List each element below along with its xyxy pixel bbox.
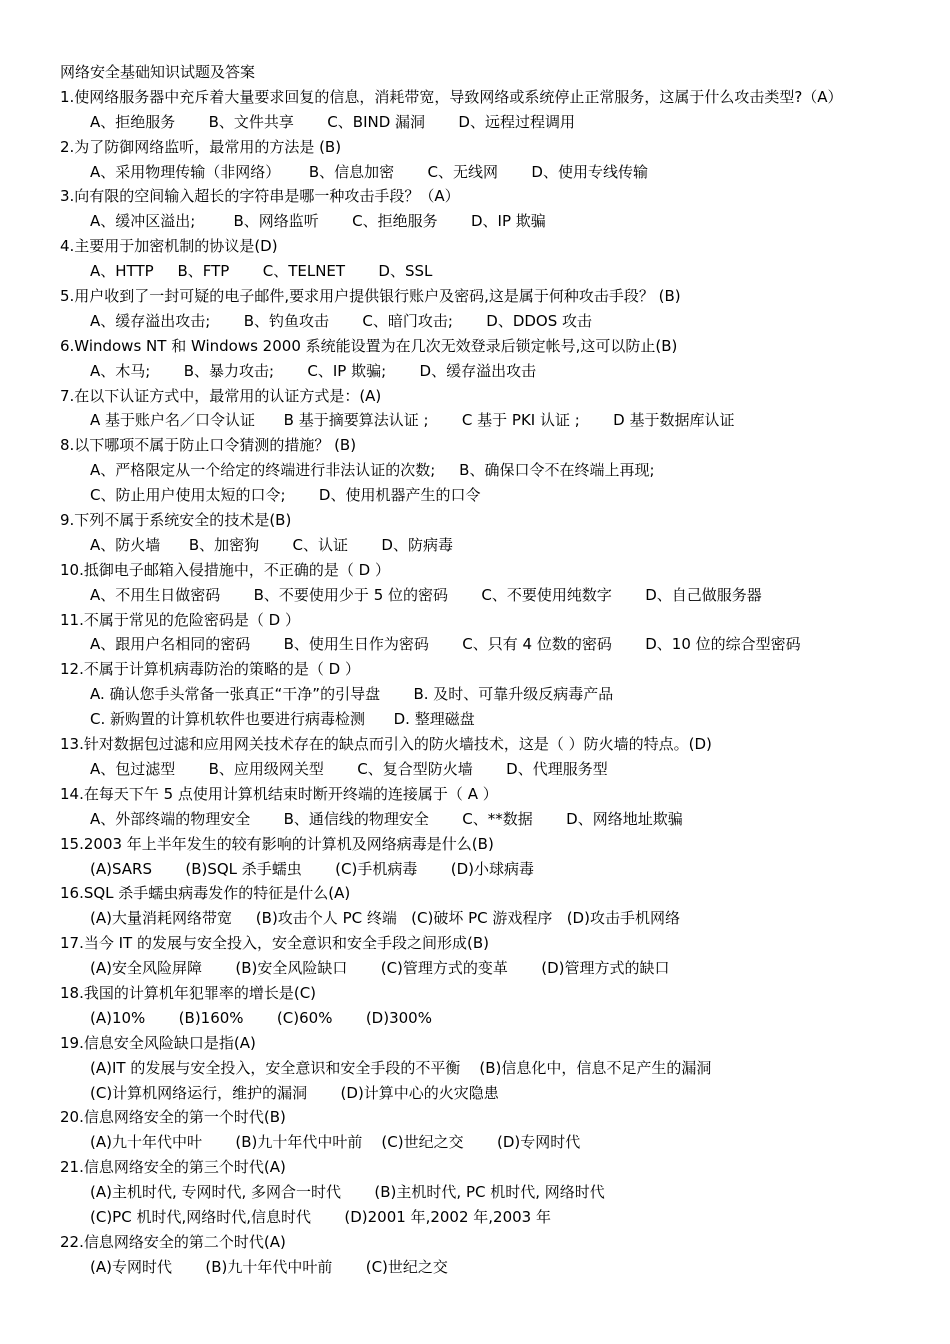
question-text: 15.2003 年上半年发生的较有影响的计算机及网络病毒是什么(B) <box>60 834 494 853</box>
question-list <box>60 85 920 1280</box>
answer-options: A. 确认您手头常备一张真正“干净”的引导盘 B. 及时、可靠升级反病毒产品 <box>90 685 614 704</box>
question-text: 5.用户收到了一封可疑的电子邮件,要求用户提供银行账户及密码,这是属于何种攻击手段？ (B) <box>60 287 681 306</box>
question-text: 11.不属于常见的危险密码是（ D ） <box>60 610 300 629</box>
answer-options: A、不用生日做密码 B、不要使用少于 5 位的密码 C、不要使用纯数字 D、自己做服务器 <box>90 585 762 604</box>
answer-options: (A)九十年代中叶 (B)九十年代中叶前 (C)世纪之交 (D)专网时代 <box>90 1133 581 1152</box>
question-text: 2.为了防御网络监听，最常用的方法是 (B) <box>60 137 342 156</box>
question-text: 3.向有限的空间输入超长的字符串是哪一种攻击手段？（A） <box>60 187 460 206</box>
answer-options: A、HTTP B、FTP C、TELNET D、SSL <box>90 262 433 281</box>
answer-options: (A)大量消耗网络带宽 (B)攻击个人 PC 终端 (C)破坏 PC 游戏程序 (D)攻击手机网络 <box>90 909 680 928</box>
answer-options: (C)PC 机时代,网络时代,信息时代 (D)2001 年,2002 年,2003 年 <box>90 1207 551 1226</box>
answer-options: A、采用物理传输（非网络） B、信息加密 C、无线网 D、使用专线传输 <box>90 162 648 181</box>
answer-options: C. 新购置的计算机软件也要进行病毒检测 D. 整理磁盘 <box>90 710 475 729</box>
answer-options: C、防止用户使用太短的口令; D、使用机器产生的口令 <box>90 486 481 505</box>
question-text: 22.信息网络安全的第二个时代(A) <box>60 1232 286 1251</box>
question-text: 4.主要用于加密机制的协议是(D) <box>60 237 278 256</box>
answer-options: A、缓冲区溢出; B、网络监听 C、拒绝服务 D、IP 欺骗 <box>90 212 546 231</box>
answer-options: (A)主机时代, 专网时代, 多网合一时代 (B)主机时代, PC 机时代, 网络时代 <box>90 1183 605 1202</box>
question-text: 19.信息安全风险缺口是指(A) <box>60 1033 256 1052</box>
question-text: 16.SQL 杀手蠕虫病毒发作的特征是什么(A) <box>60 884 351 903</box>
question-text: 9.下列不属于系统安全的技术是(B) <box>60 511 292 530</box>
question-text: 17.当今 IT 的发展与安全投入，安全意识和安全手段之间形成(B) <box>60 934 489 953</box>
question-text: 10.抵御电子邮箱入侵措施中，不正确的是（ D ） <box>60 560 390 579</box>
answer-options: A、外部终端的物理安全 B、通信线的物理安全 C、**数据 D、网络地址欺骗 <box>90 809 683 828</box>
answer-options: A、跟用户名相同的密码 B、使用生日作为密码 C、只有 4 位数的密码 D、10 位的综合型密码 <box>90 635 801 654</box>
question-text: 18.我国的计算机年犯罪率的增长是(C) <box>60 983 317 1002</box>
answer-options: A、木马; B、暴力攻击; C、IP 欺骗; D、缓存溢出攻击 <box>90 361 537 380</box>
question-text: 14.在每天下午 5 点使用计算机结束时断开终端的连接属于（ A ） <box>60 784 498 803</box>
question-text: 7.在以下认证方式中，最常用的认证方式是：(A) <box>60 386 382 405</box>
answer-options: A 基于账户名／口令认证 B 基于摘要算法认证 ; C 基于 PKI 认证 ; D 基于数据库认证 <box>90 411 735 430</box>
answer-options: (A)安全风险屏障 (B)安全风险缺口 (C)管理方式的变革 (D)管理方式的缺口 <box>90 959 670 978</box>
question-text: 1.使网络服务器中充斥着大量要求回复的信息，消耗带宽，导致网络或系统停止正常服务，这属于什么攻击类型?（A） <box>60 87 843 106</box>
answer-options: (C)计算机网络运行，维护的漏洞 (D)计算中心的火灾隐患 <box>90 1083 499 1102</box>
document-title: 网络安全基础知识试题及答案 <box>60 63 256 81</box>
answer-options: (A)10% (B)160% (C)60% (D)300% <box>90 1008 432 1027</box>
answer-options: A、缓存溢出攻击; B、钓鱼攻击 C、暗门攻击; D、DDOS 攻击 <box>90 311 593 330</box>
answer-options: A、拒绝服务 B、文件共享 C、BIND 漏洞 D、远程过程调用 <box>90 112 575 131</box>
question-text: 21.信息网络安全的第三个时代(A) <box>60 1158 286 1177</box>
question-text: 12.不属于计算机病毒防治的策略的是（ D ） <box>60 660 360 679</box>
answer-options: A、严格限定从一个给定的终端进行非法认证的次数; B、确保口令不在终端上再现; <box>90 461 655 480</box>
question-text: 13.针对数据包过滤和应用网关技术存在的缺点而引入的防火墙技术，这是（ ）防火墙的特点。(D) <box>60 735 712 754</box>
answer-options: (A)IT 的发展与安全投入，安全意识和安全手段的不平衡 (B)信息化中，信息不足产生的漏洞 <box>90 1058 712 1077</box>
question-text: 6.Windows NT 和 Windows 2000 系统能设置为在几次无效登录后锁定帐号,这可以防止(B) <box>60 336 678 355</box>
answer-options: (A)专网时代 (B)九十年代中叶前 (C)世纪之交 <box>90 1257 448 1276</box>
answer-options: A、防火墙 B、加密狗 C、认证 D、防病毒 <box>90 535 453 554</box>
question-text: 8.以下哪项不属于防止口令猜测的措施？ (B) <box>60 436 357 455</box>
question-text: 20.信息网络安全的第一个时代(B) <box>60 1108 286 1127</box>
answer-options: (A)SARS (B)SQL 杀手蠕虫 (C)手机病毒 (D)小球病毒 <box>90 859 534 878</box>
answer-options: A、包过滤型 B、应用级网关型 C、复合型防火墙 D、代理服务型 <box>90 759 608 778</box>
document-page <box>60 60 920 1280</box>
